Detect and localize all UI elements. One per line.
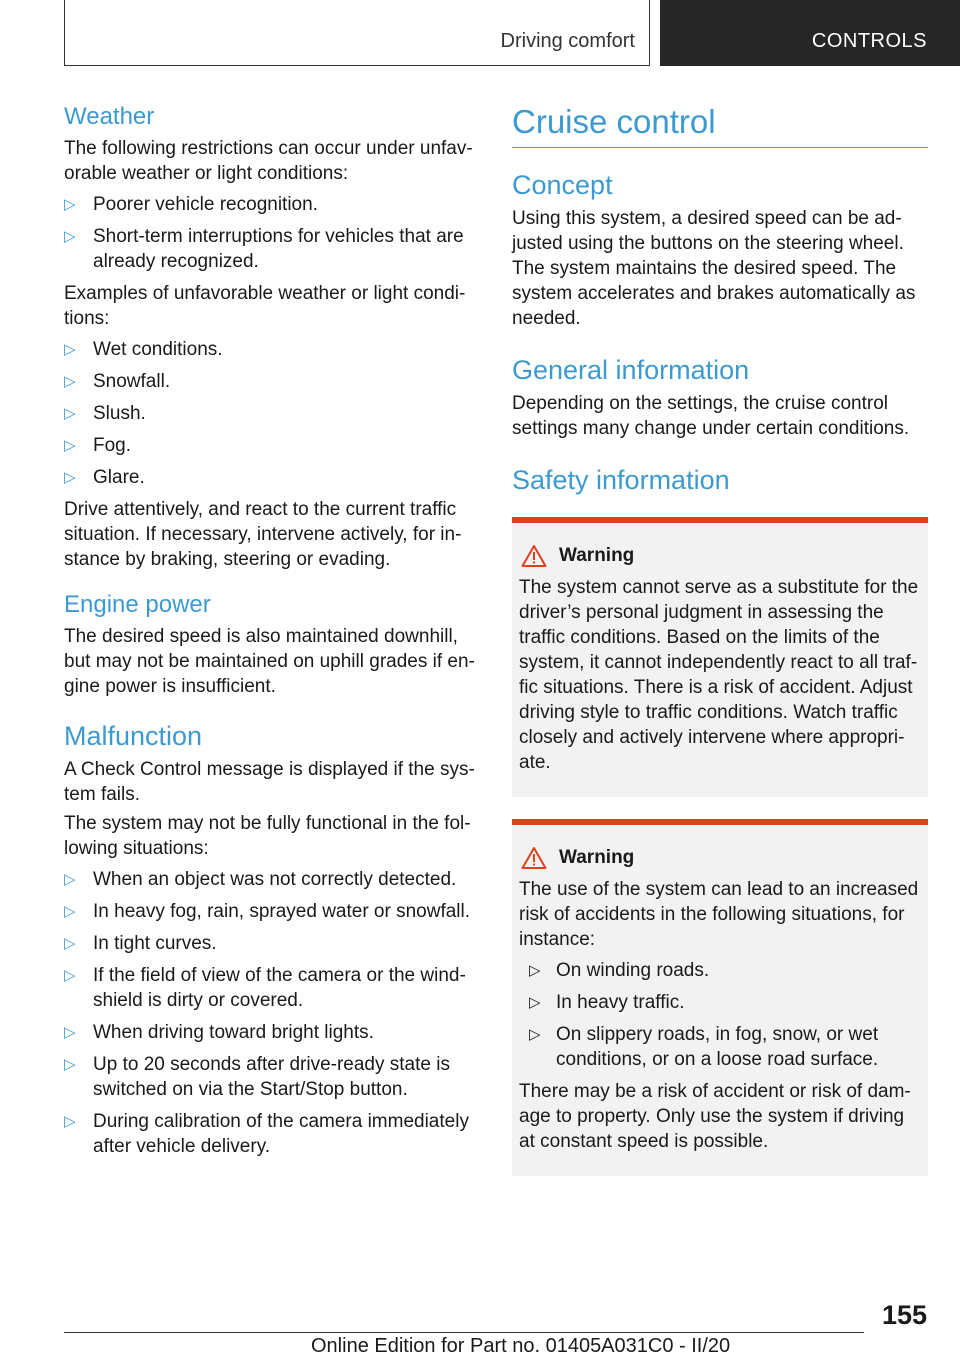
warning-title: Warning xyxy=(519,543,922,569)
list-item: ▷ Slush. xyxy=(64,403,146,424)
triangle-right-icon: ▷ xyxy=(64,436,76,454)
engine-power-heading: Engine power xyxy=(64,591,211,618)
triangle-right-icon: ▷ xyxy=(64,468,76,486)
triangle-right-icon: ▷ xyxy=(64,1112,76,1130)
right-column xyxy=(512,100,928,1176)
malfunction-list xyxy=(64,867,476,1159)
weather-intro: The following restrictions can occur under unfav-orable weather or light conditions: xyxy=(64,138,473,184)
cruise-control-title: Cruise control xyxy=(512,100,928,148)
list-item: ▷ Poorer vehicle recognition. xyxy=(64,194,318,215)
triangle-right-icon: ▷ xyxy=(64,195,76,213)
malfunction-text-1: A Check Control message is displayed if the sys-tem fails. xyxy=(64,759,475,805)
triangle-right-icon: ▷ xyxy=(64,934,76,952)
warning-triangle-icon xyxy=(521,846,547,870)
triangle-right-icon: ▷ xyxy=(529,961,541,979)
weather-restrictions-list xyxy=(64,192,476,274)
weather-examples: Examples of unfavorable weather or light condi-tions: xyxy=(64,283,466,329)
warning-box-1 xyxy=(512,517,928,797)
list-item: ▷ Glare. xyxy=(64,467,145,488)
page-header xyxy=(0,0,960,66)
malfunction-text-2: The system may not be fully functional in the fol-lowing situations: xyxy=(64,813,471,859)
list-item: ▷ Up to 20 seconds after drive-ready state is switched on via the Start/Stop button. xyxy=(64,1054,450,1100)
weather-heading: Weather xyxy=(64,103,155,130)
warning-text: The system cannot serve as a substitute for the driver’s personal judgment in assessing the traffic conditions. Based on the limits of the system, it cannot independently react to all traf-fic situations. There is a risk of accident. Adjust driving style to traffic conditions. Watch traffic closely and actively intervene where appropri-ate. xyxy=(519,577,919,773)
list-item: ▷ Wet conditions. xyxy=(64,339,223,360)
footer-divider xyxy=(64,1332,864,1333)
triangle-right-icon: ▷ xyxy=(64,404,76,422)
list-item: ▷ On winding roads. xyxy=(529,960,710,981)
list-item: ▷ Snowfall. xyxy=(64,371,171,392)
general-information-text: Depending on the settings, the cruise control settings many change under certain conditions. xyxy=(512,393,910,439)
warning-outro: There may be a risk of accident or risk of dam-age to property. Only use the system if driving at constant speed is possible. xyxy=(519,1081,911,1152)
warning-situations-list xyxy=(519,958,922,1072)
footer-edition: Online Edition for Part no. 01405A031C0 - II/20 xyxy=(311,1335,731,1357)
warning-title: Warning xyxy=(519,845,922,871)
list-item: ▷ On slippery roads, in fog, snow, or wet conditions, or on a loose road surface. xyxy=(529,1024,879,1070)
triangle-right-icon: ▷ xyxy=(64,1055,76,1073)
list-item: ▷ In heavy fog, rain, sprayed water or snowfall. xyxy=(64,901,471,922)
general-information-heading: General information xyxy=(512,355,750,385)
page-number: 155 xyxy=(881,1300,927,1330)
list-item: ▷ During calibration of the camera immediately after vehicle delivery. xyxy=(64,1111,469,1157)
triangle-right-icon: ▷ xyxy=(64,1023,76,1041)
warning-triangle-icon xyxy=(521,544,547,568)
weather-examples-list xyxy=(64,337,476,490)
concept-heading: Concept xyxy=(512,170,613,200)
list-item: ▷ When driving toward bright lights. xyxy=(64,1022,374,1043)
malfunction-heading: Malfunction xyxy=(64,721,203,751)
triangle-right-icon: ▷ xyxy=(64,372,76,390)
weather-outro: Drive attentively, and react to the current traffic situation. If necessary, intervene actively, for in-stance by braking, steering or evading. xyxy=(64,499,462,570)
triangle-right-icon: ▷ xyxy=(64,870,76,888)
list-item: ▷ In tight curves. xyxy=(64,933,217,954)
warning-box-2 xyxy=(512,819,928,1176)
engine-power-text: The desired speed is also maintained downhill, but may not be maintained on uphill grades if en-gine power is insufficient. xyxy=(64,626,475,697)
triangle-right-icon: ▷ xyxy=(529,1025,541,1043)
warning-text: The use of the system can lead to an increased risk of accidents in the following situations, for instance: xyxy=(519,879,919,950)
triangle-right-icon: ▷ xyxy=(64,966,76,984)
header-chapter-title: CONTROLS xyxy=(811,30,927,52)
header-chapter-box xyxy=(660,0,960,66)
concept-text: Using this system, a desired speed can be ad-justed using the buttons on the steering wheel. The system maintains the desired speed. The system accelerates and brakes automatically as needed. xyxy=(512,208,916,329)
triangle-right-icon: ▷ xyxy=(64,340,76,358)
list-item: ▷ If the field of view of the camera or the wind-shield is dirty or covered. xyxy=(64,965,466,1011)
header-section-title: Driving comfort xyxy=(500,30,635,52)
list-item: ▷ When an object was not correctly detected. xyxy=(64,869,457,890)
triangle-right-icon: ▷ xyxy=(64,902,76,920)
list-item: ▷ In heavy traffic. xyxy=(529,992,685,1013)
list-item: ▷ Fog. xyxy=(64,435,132,456)
triangle-right-icon: ▷ xyxy=(64,227,76,245)
header-section-box xyxy=(64,0,650,66)
triangle-right-icon: ▷ xyxy=(529,993,541,1011)
list-item: ▷ Short-term interruptions for vehicles that are already recognized. xyxy=(64,226,464,272)
safety-information-heading: Safety information xyxy=(512,465,730,495)
left-column xyxy=(64,100,476,1166)
